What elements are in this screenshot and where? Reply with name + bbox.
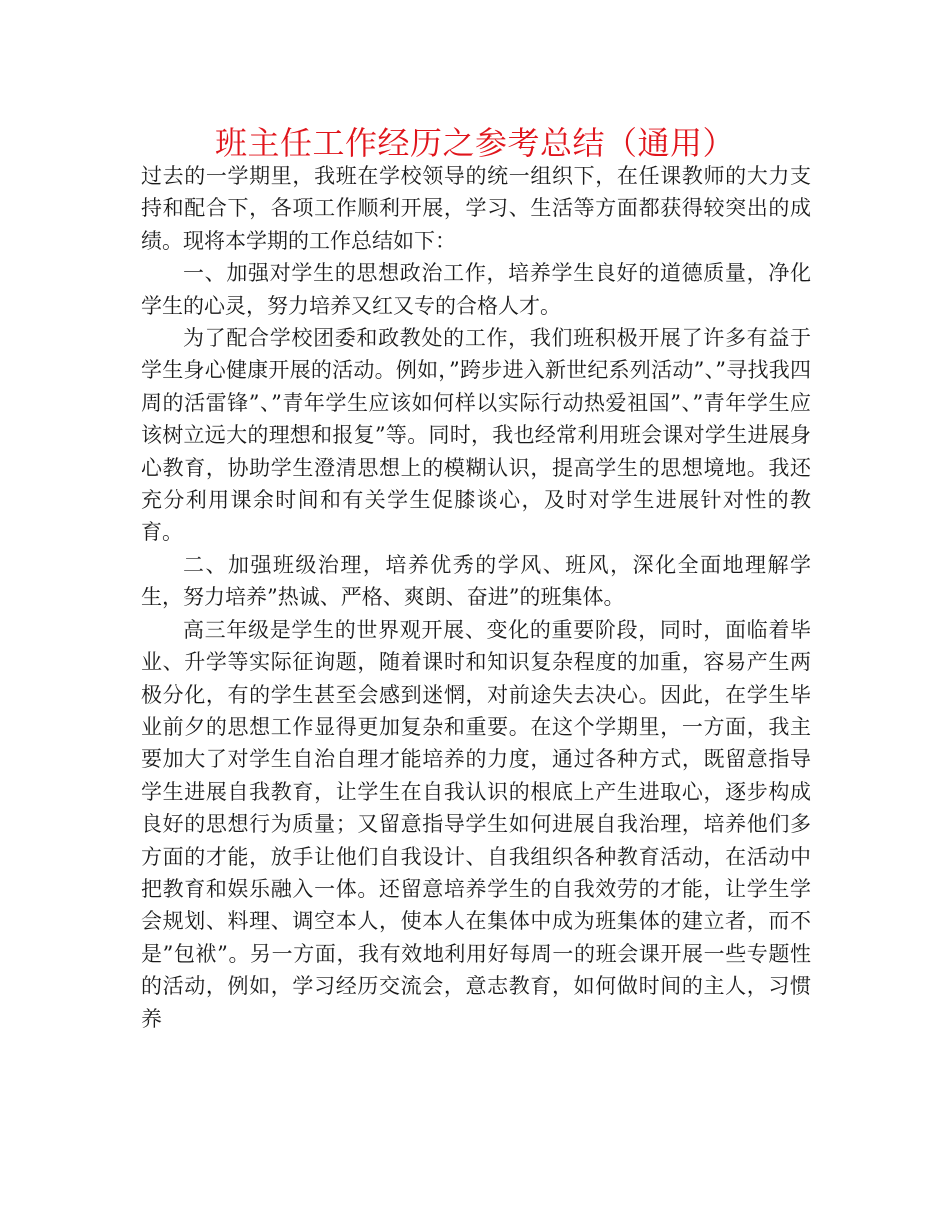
- document-body: [141, 160, 811, 1035]
- document-title: 班主任工作经历之参考总结（通用）: [214, 124, 735, 162]
- paragraph-activities: 为了配合学校团委和政教处的工作，我们班积极开展了许多有益于学生身心健康开展的活动。例如，”跨步进入新世纪系列活动”、”寻找我四周的活雷锋”、”青年学生应该如何样以实际行动热爱祖国”、”青年学生应该树立远大的理想和报复”等。同时，我也经常利用班会课对学生进展身心教育，协助学生澄清思想上的模糊认识，提高学生的思想境地。我还充分利用课余时间和有关学生促膝谈心，及时对学生进展针对性的教育。: [141, 326, 811, 545]
- paragraph-section-two-heading: 二、加强班级治理，培养优秀的学风、班风，深化全面地理解学生，努力培养”热诚、严格、爽朗、奋进”的班集体。: [141, 552, 811, 610]
- paragraph-senior-year: 高三年级是学生的世界观开展、变化的重要阶段，同时，面临着毕业、升学等实际征询题，随着课时和知识复杂程度的加重，容易产生两极分化，有的学生甚至会感到迷惘，对前途失去决心。因此，在学生毕业前夕的思想工作显得更加复杂和重要。在这个学期里，一方面，我主要加大了对学生自治自理才能培养的力度，通过各种方式，既留意指导学生进展自我教育，让学生在自我认识的根底上产生进取心，逐步构成良好的思想行为质量；又留意指导学生如何进展自我治理，培养他们多方面的才能，放手让他们自我设计、自我组织各种教育活动，在活动中把教育和娱乐融入一体。还留意培养学生的自我效劳的才能，让学生学会规划、料理、调空本人，使本人在集体中成为班集体的建立者，而不是”包袱”。另一方面，我有效地利用好每周一的班会课开展一些专题性的活动，例如，学习经历交流会，意志教育，如何做时间的主人，习惯养: [141, 617, 811, 1031]
- paragraph-intro: 过去的一学期里，我班在学校领导的统一组织下，在任课教师的大力支持和配合下，各项工作顺利开展，学习、生活等方面都获得较突出的成绩。现将本学期的工作总结如下：: [141, 164, 811, 253]
- paragraph-section-one-heading: 一、加强对学生的思想政治工作，培养学生良好的道德质量，净化学生的心灵，努力培养又红又专的合格人才。: [141, 261, 811, 318]
